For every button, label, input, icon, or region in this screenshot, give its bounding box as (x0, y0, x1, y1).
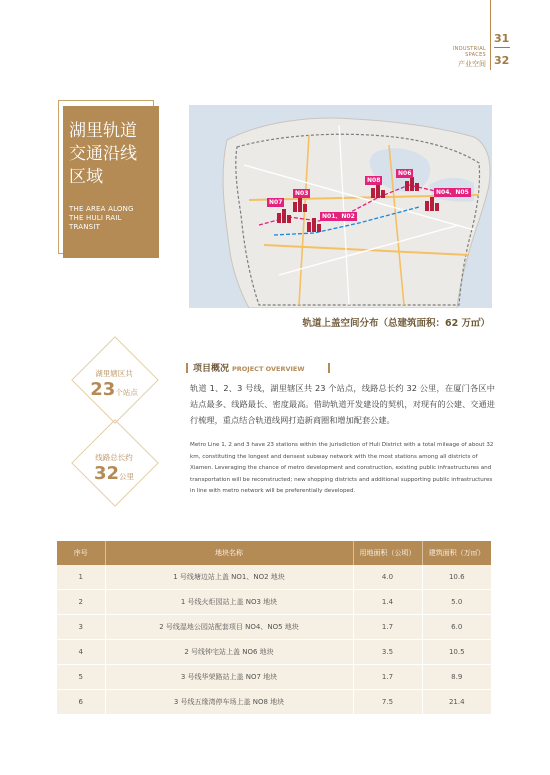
cell-name: 1 号线火炬园站上盖 NO3 地块 (105, 590, 353, 615)
cell-floor-area: 6.0 (422, 615, 491, 640)
length-value: 32 (93, 463, 120, 484)
parcel-table (57, 541, 491, 715)
overview-body-cn: 轨道 1、2、3 号线，湖里辖区共 23 个站点，线路总长约 32 公里，在厦门各区中站点最多、线路最长、密度最高。借助轨道开发建设的契机，对现有的公建、交通进行梳理，重点结合轨道线网打造新商圈和增加配套公建。 (190, 383, 495, 425)
page-title-cn (69, 120, 159, 189)
col-header-land-area: 用地面积（公顷） (353, 541, 422, 565)
length-suffix: 公里 (119, 472, 135, 481)
cell-index: 2 (57, 590, 105, 615)
stations-value: 23 (90, 379, 116, 400)
cell-index: 1 (57, 565, 105, 590)
title-line-1: 湖里轨道 (69, 121, 137, 141)
header-divider (490, 0, 491, 70)
map-graphic (189, 105, 492, 308)
page-number-current: 31 (494, 32, 510, 45)
map-label-n07: N07 (269, 199, 283, 206)
overview-body-en: Metro Line 1, 2 and 3 have 23 stations within the jurisdiction of Huli District with a total mileage of about 32 km, constituting the longest and densest subway network with the most stations among all districts of Xiamen. Leveraging the chance of metro development and construction, existing public infrastructures and transportation will be reconstructed; new shopping districts and additional supporting public infrastructures in line with metro network will be preferentially developed. (190, 442, 494, 494)
title-en-line-1: THE AREA ALONG (69, 205, 134, 213)
col-header-name: 地块名称 (105, 541, 353, 565)
cell-name: 3 号线华荣路站上盖 NO7 地块 (105, 665, 353, 690)
length-prefix: 线路总长约 (95, 453, 133, 462)
cell-land-area: 3.5 (353, 640, 422, 665)
table-row (57, 690, 491, 715)
cell-floor-area: 8.9 (422, 665, 491, 690)
map-caption: 轨道上盖空间分布（总建筑面积：62 万㎡） (302, 318, 490, 329)
map-label-n06: N06 (398, 170, 412, 177)
cell-name: 1 号线塘边站上盖 NO1、NO2 地块 (105, 565, 353, 590)
map-label-n04-n05: N04、N05 (436, 189, 469, 196)
title-en-line-2: THE HULI RAIL (69, 214, 122, 222)
cell-floor-area: 21.4 (422, 690, 491, 715)
rail-transit-map (189, 105, 492, 308)
table-row (57, 665, 491, 690)
table-header-row (57, 541, 491, 565)
map-label-n01-n02: N01、N02 (322, 213, 355, 220)
section-label-cn: 产业空间 (458, 60, 486, 68)
stations-suffix: 个站点 (115, 388, 138, 397)
title-line-2: 交通沿线 (69, 144, 137, 164)
overview-heading (193, 361, 305, 374)
cell-index: 5 (57, 665, 105, 690)
cell-land-area: 1.7 (353, 665, 422, 690)
cell-floor-area: 10.5 (422, 640, 491, 665)
col-header-index: 序号 (57, 541, 105, 565)
page-number-total: 32 (494, 54, 510, 67)
overview-bar-right (328, 363, 330, 373)
cell-name: 2 号线钟宅站上盖 NO6 地块 (105, 640, 353, 665)
table-row (57, 590, 491, 615)
cell-land-area: 4.0 (353, 565, 422, 590)
cell-floor-area: 5.0 (422, 590, 491, 615)
table-row (57, 565, 491, 590)
title-line-3: 区域 (69, 167, 103, 187)
table-row (57, 615, 491, 640)
overview-title-en: PROJECT OVERVIEW (232, 365, 305, 373)
cell-name: 2 号线湿地公园站配套项目 NO4、NO5 地块 (105, 615, 353, 640)
page-title-en (69, 205, 159, 232)
map-label-n03: N03 (295, 190, 309, 197)
stations-stat (64, 368, 164, 400)
page-number-divider (494, 47, 510, 48)
overview-bar-left (186, 363, 188, 373)
cell-land-area: 1.7 (353, 615, 422, 640)
stations-prefix: 湖里辖区共 (95, 369, 133, 378)
cell-index: 6 (57, 690, 105, 715)
overview-title-cn: 项目概况 (193, 364, 230, 374)
table-row (57, 640, 491, 665)
cell-name: 3 号线五缘湾停车场上盖 NO8 地块 (105, 690, 353, 715)
cell-land-area: 1.4 (353, 590, 422, 615)
length-stat (64, 452, 164, 484)
map-label-n08: N08 (367, 177, 381, 184)
cell-index: 3 (57, 615, 105, 640)
title-en-line-3: TRANSIT (69, 223, 101, 231)
col-header-floor-area: 建筑面积（万㎡） (422, 541, 491, 565)
section-label-en: INDUSTRIAL SPACES (452, 46, 486, 58)
cell-index: 4 (57, 640, 105, 665)
cell-floor-area: 10.6 (422, 565, 491, 590)
cell-land-area: 7.5 (353, 690, 422, 715)
